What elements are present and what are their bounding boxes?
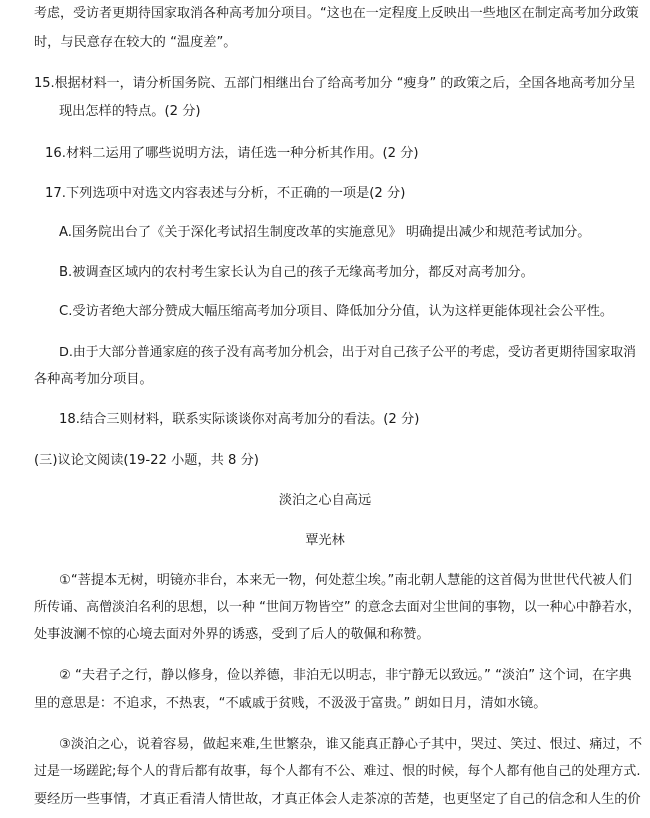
paragraph-3-line-3: 要经历一些事情，才真正看清人情世故，才真正体会人走茶凉的苦楚，也更坚定了自己的信念和人生的价 <box>34 792 641 807</box>
paragraph-2-line-1: ② “夫君子之行，静以修身，俭以养德，非泊无以明志，非宁静无以致远。” “淡泊” 这个词，在字典 <box>59 668 632 683</box>
question-15-line-1: 15.根据材料一，请分析国务院、五部门相继出台了给高考加分 “瘦身” 的政策之后，全国各地高考加分呈 <box>34 76 636 91</box>
question-17-option-b: B.被调查区域内的农村考生家长认为自己的孩子无缘高考加分，都反对高考加分。 <box>59 265 534 280</box>
paragraph-1-line-3: 处事波澜不惊的心境去面对外界的诱惑，受到了后人的敬佩和称赞。 <box>34 627 430 642</box>
paragraph-1-line-1: ①“菩提本无树，明镜亦非台，本来无一物，何处惹尘埃。”南北朝人慧能的这首偈为世世代代被人们 <box>59 573 632 588</box>
intro-line-1: 考虑，受访者更期待国家取消各种高考加分项目。“这也在一定程度上反映出一些地区在制定高考加分政策 <box>34 6 639 21</box>
section-3-heading: (三)议论文阅读(19-22 小题，共 8 分) <box>34 453 259 468</box>
essay-author: 覃光林 <box>305 533 345 548</box>
question-17-option-a: A.国务院出台了《关于深化考试招生制度改革的实施意见》 明确提出减少和规范考试加分。 <box>59 225 591 240</box>
question-17-option-d-line-2: 各种高考加分项目。 <box>34 372 153 387</box>
question-17-option-d-line-1: D.由于大部分普通家庭的孩子没有高考加分机会，出于对自己孩子公平的考虑，受访者更期待国家取消 <box>59 345 636 360</box>
intro-line-2: 时，与民意存在较大的 “温度差”。 <box>34 35 237 50</box>
paragraph-3-line-1: ③淡泊之心，说着容易，做起来难,生世繁杂，谁又能真正静心子其中，哭过、笑过、恨过、痛过，不 <box>59 737 643 752</box>
paragraph-1-line-2: 所传诵、高僧淡泊名利的思想，以一种 “世间万物皆空” 的意念去面对尘世间的事物，以一种心中静若水， <box>34 600 641 615</box>
paragraph-2-line-2: 里的意思是：不追求，不热衷，“不戚戚于贫贱，不汲汲于富贵。” 朗如日月，清如水镜。 <box>34 696 547 711</box>
question-16: 16.材料二运用了哪些说明方法，请任选一种分析其作用。(2 分) <box>45 146 419 161</box>
paragraph-3-line-2: 过是一场蹉跎;每个人的背后都有故事，每个人都有不公、难过、恨的时候，每个人都有他自己的处理方式. <box>34 764 641 779</box>
question-17-option-c: C.受访者绝大部分赞成大幅压缩高考加分项目、降低加分分值，认为这样更能体现社会公平性。 <box>59 304 614 319</box>
question-15-line-2: 现出怎样的特点。(2 分) <box>59 104 201 119</box>
essay-title: 淡泊之心自高远 <box>278 493 372 508</box>
question-18: 18.结合三则材料，联系实际谈谈你对高考加分的看法。(2 分) <box>59 412 420 427</box>
question-17-stem: 17.下列选项中对选文内容表述与分析，不正确的一项是(2 分) <box>45 186 406 201</box>
